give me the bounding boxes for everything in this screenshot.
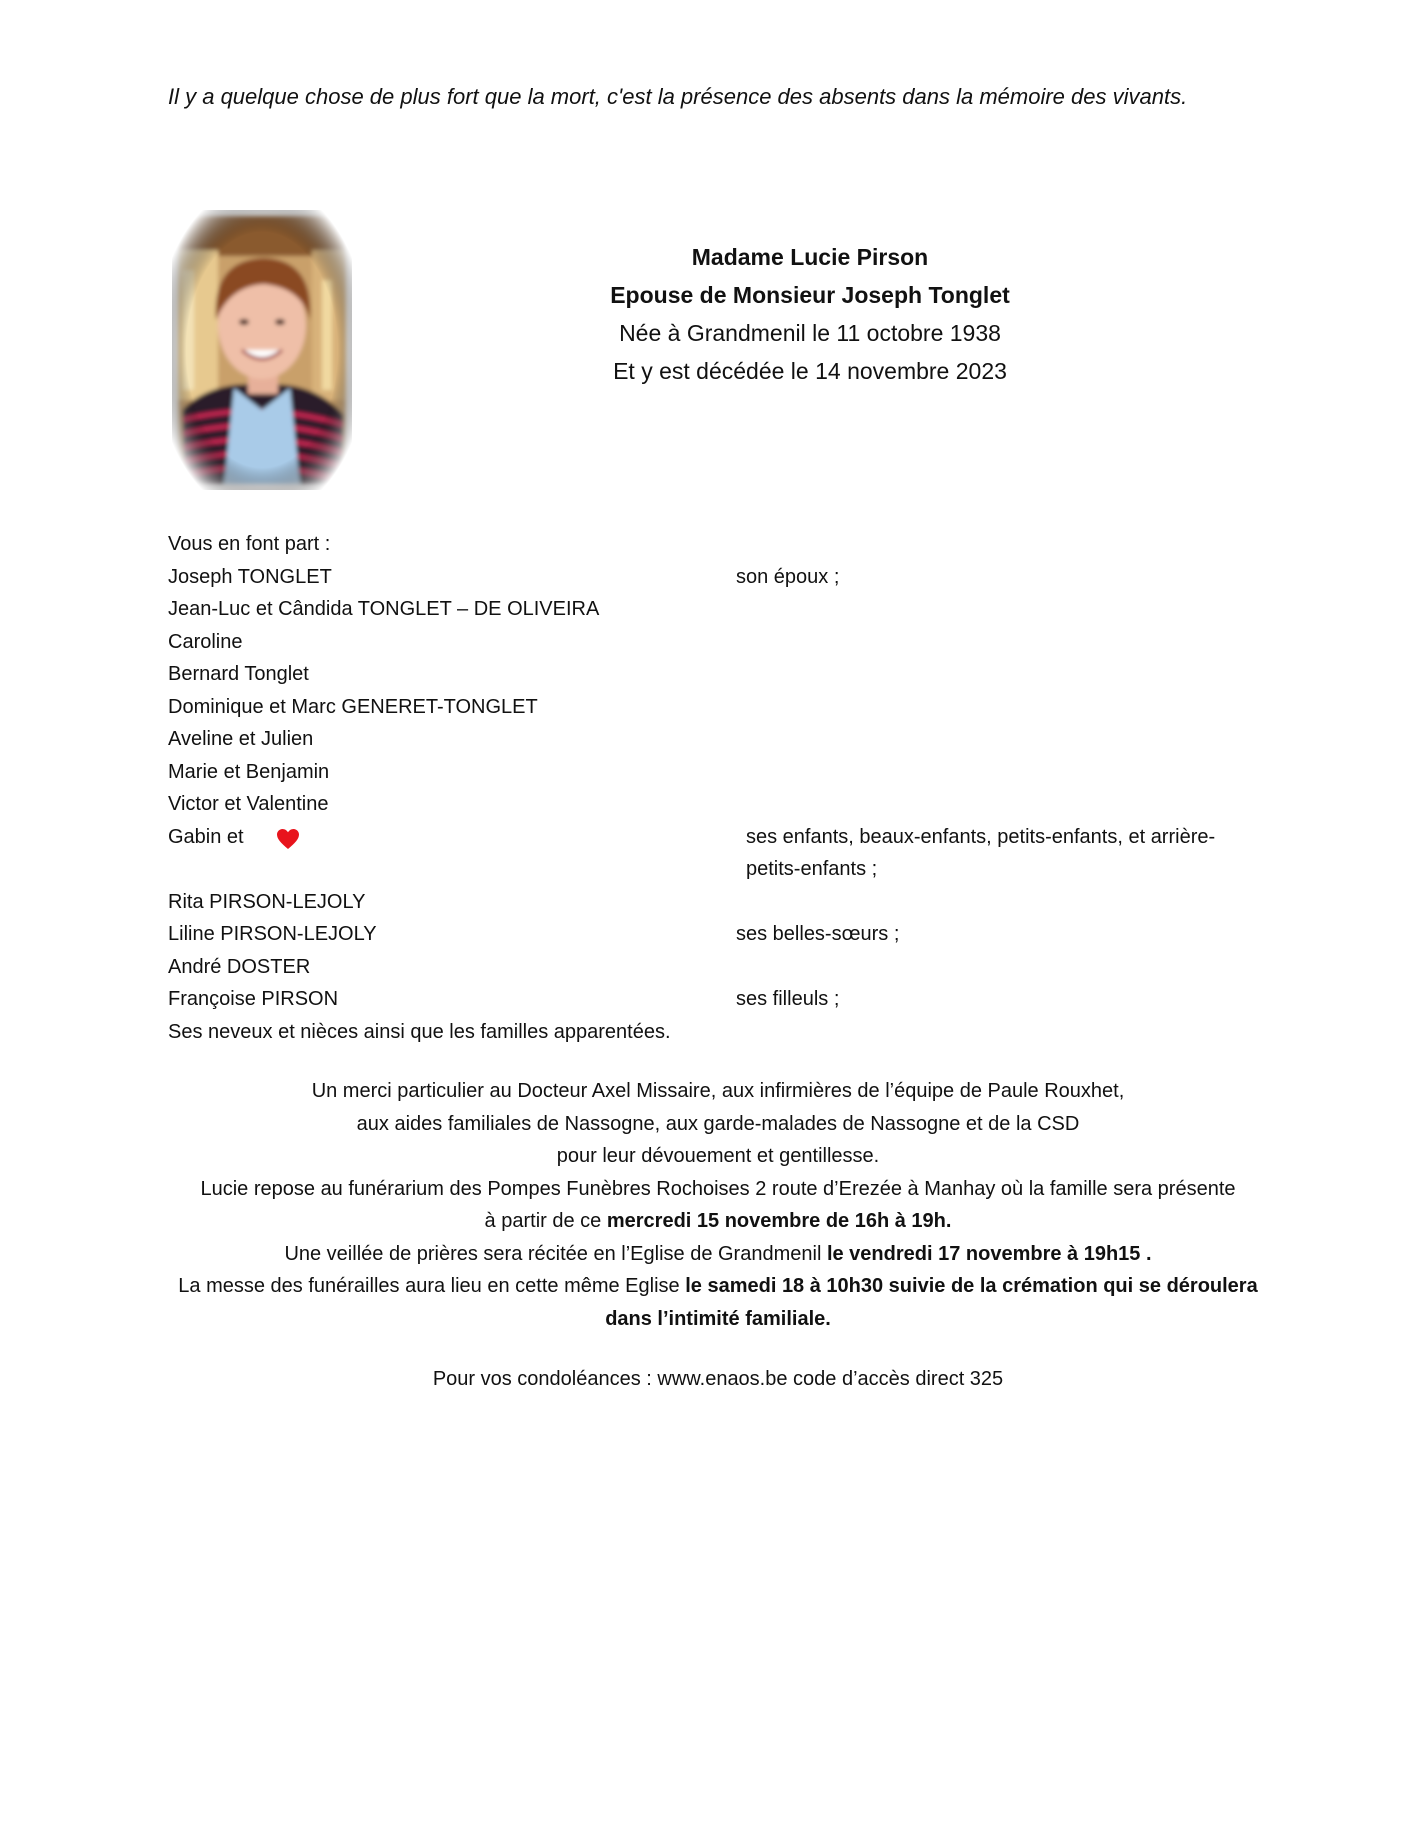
family-relation: son époux ; — [736, 565, 840, 588]
family-name: Bernard Tonglet — [168, 663, 309, 685]
family-relation: ses belles-sœurs ; — [736, 923, 900, 945]
family-name: Aveline et Julien — [168, 728, 314, 750]
portrait-photo — [172, 210, 352, 490]
rest-prefix: à partir de ce — [484, 1210, 607, 1232]
condolences-line: Pour vos condoléances : www.enaos.be code d’accès direct 325 — [432, 1368, 1004, 1390]
family-row — [168, 626, 1268, 659]
family-row — [168, 821, 1268, 886]
rest-date: mercredi 15 novembre de 16h à 19h. — [606, 1210, 952, 1232]
deceased-header — [560, 238, 1060, 390]
family-row — [168, 561, 1268, 594]
spouse-line: Epouse de Monsieur Joseph Tonglet — [610, 282, 1010, 308]
death-line: Et y est décédée le 14 novembre 2023 — [613, 358, 1007, 384]
family-row — [168, 886, 1268, 919]
mass-date: le samedi 18 à 10h30 suivie de la crémation qui se déroulera dans l’intimité familiale. — [605, 1275, 1258, 1330]
family-row — [168, 691, 1268, 724]
thanks-line-3: pour leur dévouement et gentillesse. — [556, 1145, 880, 1167]
funeral-notes — [168, 1075, 1268, 1335]
family-row — [168, 593, 1268, 626]
family-relation: ses enfants, beaux-enfants, petits-enfants, et arrière-petits-enfants ; — [746, 825, 1216, 880]
epigraph-quote: Il y a quelque chose de plus fort que la mort, c'est la présence des absents dans la mémoire des vivants. — [168, 84, 1188, 109]
family-closing-row — [168, 1016, 1268, 1049]
family-name: Liline PIRSON-LEJOLY — [168, 923, 377, 945]
family-name: André DOSTER — [168, 955, 311, 978]
family-row — [168, 756, 1268, 789]
mass-prefix: La messe des funérailles aura lieu en cette même Eglise — [178, 1275, 686, 1297]
vigil-date: le vendredi 17 novembre à 19h15 . — [826, 1242, 1152, 1265]
family-row — [168, 951, 1268, 984]
family-intro: Vous en font part : — [168, 533, 331, 555]
family-row — [168, 658, 1268, 691]
thanks-line-2: aux aides familiales de Nassogne, aux garde-malades de Nassogne et de la CSD — [356, 1112, 1080, 1135]
family-closing: Ses neveux et nièces ainsi que les familles apparentées. — [168, 1020, 671, 1043]
rest-line-2 — [168, 1205, 1268, 1238]
family-list — [168, 528, 1268, 1048]
vigil-line — [168, 1238, 1268, 1271]
thanks-line-1: Un merci particulier au Docteur Axel Missaire, aux infirmières de l’équipe de Paule Rouxhet, — [311, 1080, 1125, 1102]
family-name: Françoise PIRSON — [168, 988, 339, 1010]
family-name: Joseph TONGLET — [168, 565, 332, 588]
family-name: Marie et Benjamin — [168, 760, 330, 783]
family-name: Dominique et Marc GENERET-TONGLET — [168, 695, 538, 718]
family-row — [168, 723, 1268, 756]
family-row — [168, 918, 1268, 951]
rest-line-1: Lucie repose au funérarium des Pompes Funèbres Rochoises 2 route d’Erezée à Manhay où la famille sera présente — [200, 1177, 1236, 1200]
family-name: Rita PIRSON-LEJOLY — [168, 890, 366, 913]
family-name: Victor et Valentine — [168, 793, 329, 815]
heart-icon — [276, 828, 300, 850]
mass-line — [168, 1270, 1268, 1335]
vigil-prefix: Une veillée de prières sera récitée en l’Eglise de Grandmenil — [284, 1242, 827, 1265]
family-row — [168, 788, 1268, 821]
family-relation: ses filleuls ; — [736, 988, 840, 1010]
family-intro-row — [168, 528, 1268, 561]
family-name: Gabin et — [168, 825, 244, 848]
family-name: Caroline — [168, 630, 243, 653]
deceased-name: Madame Lucie Pirson — [691, 244, 929, 270]
family-row — [168, 983, 1268, 1016]
family-name: Jean-Luc et Cândida TONGLET – DE OLIVEIRA — [168, 598, 600, 620]
birth-line: Née à Grandmenil le 11 octobre 1938 — [619, 320, 1001, 346]
